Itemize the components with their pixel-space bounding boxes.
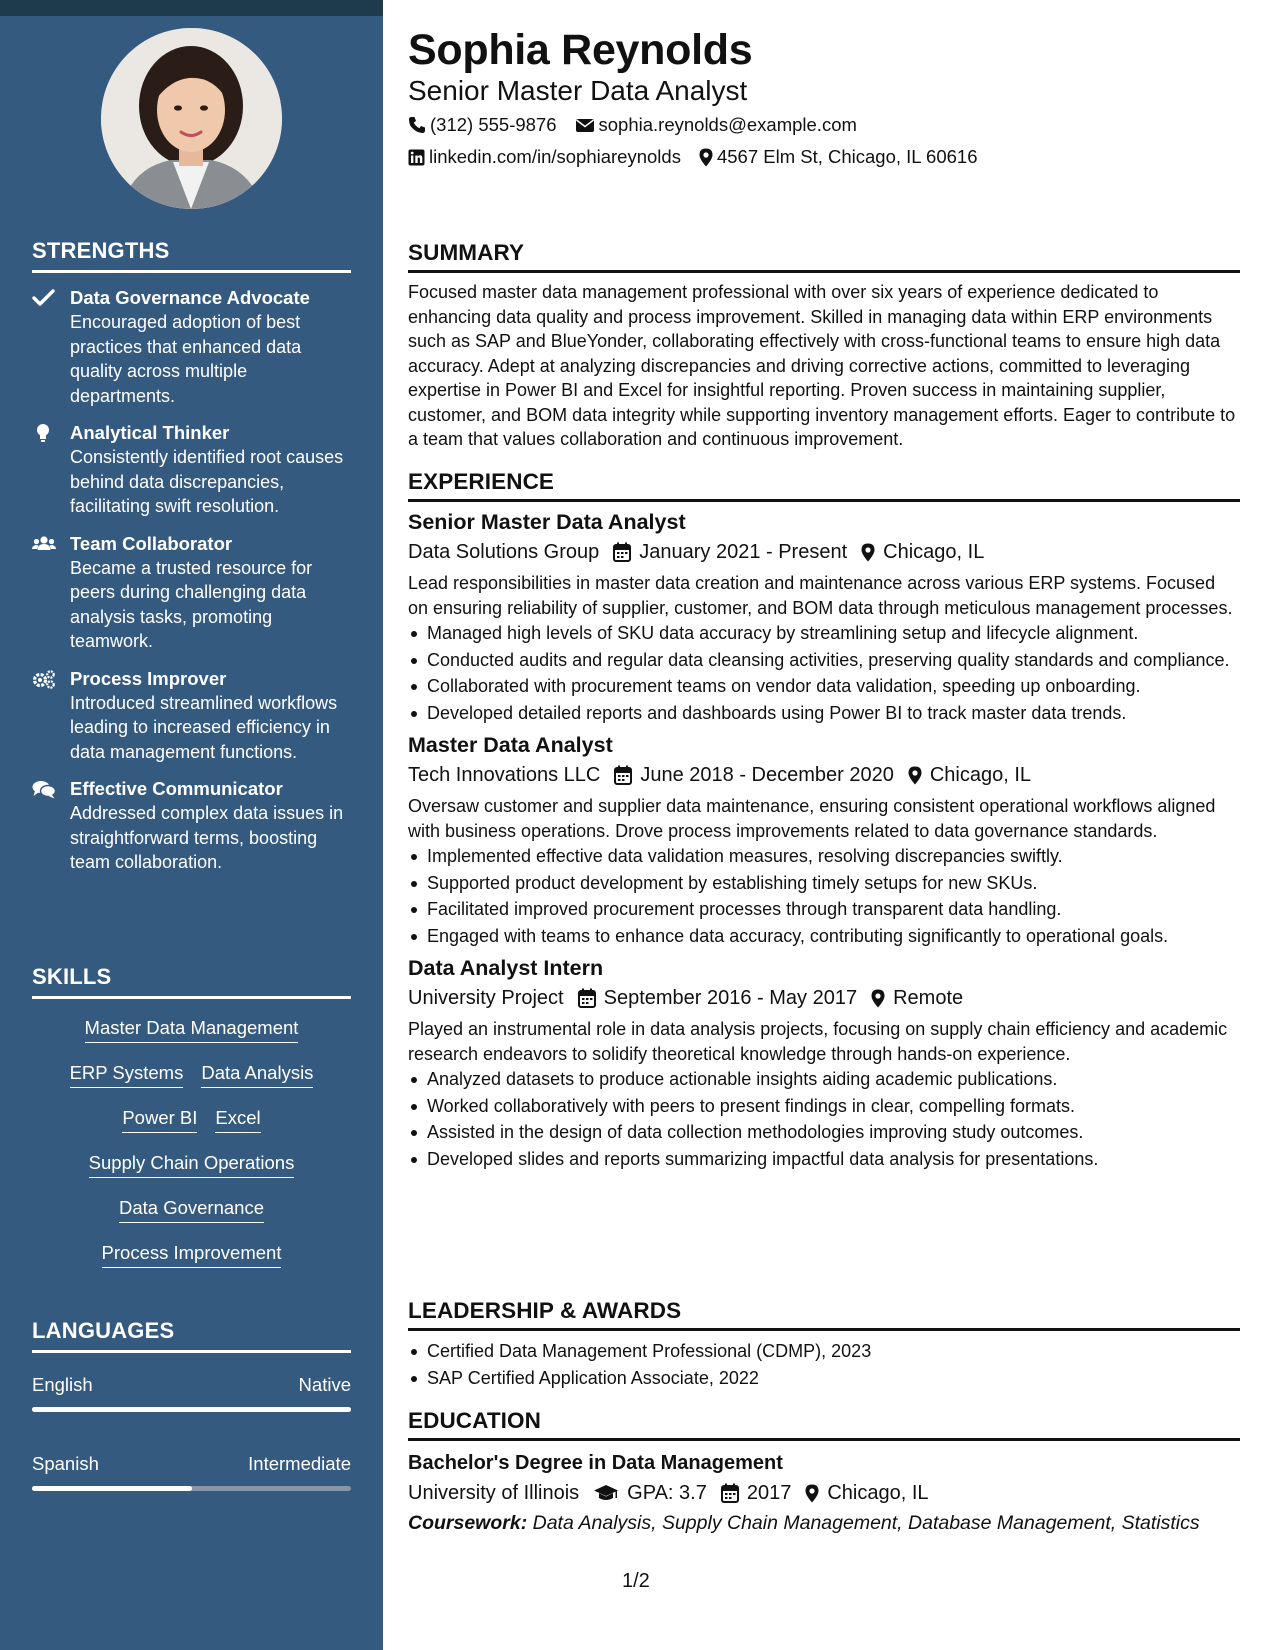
language-level: Intermediate [248,1453,351,1474]
coursework-label: Coursework: [408,1512,528,1534]
phone-icon [408,116,426,134]
list-item: Collaborated with procurement teams on vendor data validation, speeding up onboarding. [408,674,1240,699]
list-item: Facilitated improved procurement processes through transparent data handling. [408,897,1240,922]
job-dates [578,984,858,1012]
contact-linkedin[interactable] [408,145,681,169]
strength-desc: Addressed complex data issues in straightforward terms, boosting team collaboration. [70,803,344,872]
list-item: Developed slides and reports summarizing impactful data analysis for presentations. [408,1147,1240,1172]
language-proficiency-bar [32,1407,351,1412]
address-text: 4567 Elm St, Chicago, IL 60616 [716,146,978,167]
strengths-section [32,238,351,875]
calendar-icon [613,542,631,562]
map-pin-icon [805,1484,819,1503]
strength-item [32,667,351,765]
language-proficiency-bar [32,1486,351,1491]
list-item: Engaged with teams to enhance data accuracy, contributing significantly to operational goals. [408,924,1240,949]
education-location [805,1479,928,1507]
candidate-name: Sophia Reynolds [408,26,753,74]
summary-heading: SUMMARY [408,240,1240,273]
job-dates-text: June 2018 - December 2020 [640,764,894,786]
job-bullets [408,1067,1240,1171]
list-item: Developed detailed reports and dashboards using Power BI to track master data trends. [408,701,1240,726]
job-entry [408,731,1240,948]
list-item: Conducted audits and regular data cleansing activities, preserving quality standards and compliance. [408,648,1240,673]
skill-tag: Process Improvement [102,1242,282,1268]
year-text: 2017 [746,1482,792,1504]
linkedin-text: linkedin.com/in/sophiareynolds [429,146,681,167]
education-section [408,1408,1240,1537]
summary-section [408,240,1240,452]
job-description: Played an instrumental role in data analysis projects, focusing on supply chain efficiency and academic research endeavors to solidify theoretical knowledge through hands-on experience. [408,1019,1228,1064]
users-icon [32,534,56,554]
job-dates-text: January 2021 - Present [639,541,848,563]
contact-address [699,145,978,169]
education-heading: EDUCATION [408,1408,1240,1441]
language-item [32,1373,351,1412]
linkedin-icon [408,149,425,166]
strength-item [32,532,351,654]
job-location [908,761,1031,789]
strength-desc: Encouraged adoption of best practices that enhanced data quality across multiple departments. [70,312,302,406]
job-location-text: Remote [893,987,964,1009]
education-location-text: Chicago, IL [827,1482,929,1504]
graduation-cap-icon [593,1484,619,1502]
skill-tag: Data Governance [119,1197,264,1223]
language-level: Native [298,1374,351,1395]
phone-text: (312) 555-9876 [430,114,557,135]
sidebar-top-bar [0,0,383,16]
gpa-text: GPA: 3.7 [627,1482,707,1504]
list-item: Supported product development by establishing timely setups for new SKUs. [408,871,1240,896]
language-proficiency-fill [32,1407,351,1412]
coursework-text: Data Analysis, Supply Chain Management, Database Management, Statistics [532,1512,1200,1534]
list-item: Analyzed datasets to produce actionable insights aiding academic publications. [408,1067,1240,1092]
map-pin-icon [861,543,875,562]
skill-tag: Supply Chain Operations [89,1152,295,1178]
email-text: sophia.reynolds@example.com [598,114,857,135]
contact-email[interactable] [575,113,857,137]
list-item: Assisted in the design of data collection methodologies improving study outcomes. [408,1120,1240,1145]
coursework [408,1509,1240,1537]
language-name: English [32,1374,93,1395]
job-entry [408,508,1240,725]
profile-photo-image [101,28,282,209]
language-item [32,1452,351,1491]
list-item: SAP Certified Application Associate, 2022 [408,1366,1240,1391]
job-location-text: Chicago, IL [883,541,985,563]
job-company: University Project [408,987,564,1009]
skill-tag: ERP Systems [70,1062,184,1088]
contact-row [408,113,875,137]
strength-title: Analytical Thinker [70,422,230,443]
job-dates [613,538,847,566]
strengths-heading: STRENGTHS [32,238,351,273]
skill-tag: Power BI [122,1107,197,1133]
education-year [721,1479,792,1507]
strength-desc: Consistently identified root causes behind data discrepancies, facilitating swift resolution. [70,447,344,516]
skill-tag: Master Data Management [85,1017,299,1043]
skills-list [32,1009,351,1279]
strength-title: Effective Communicator [70,778,283,799]
job-location [861,538,984,566]
job-location [871,984,963,1012]
strength-item [32,286,351,408]
strength-title: Data Governance Advocate [70,287,310,308]
profile-photo [101,28,282,209]
candidate-title: Senior Master Data Analyst [408,75,748,106]
job-title: Data Analyst Intern [408,956,604,980]
job-description: Oversaw customer and supplier data maintenance, ensuring consistent operational workflows aligned with business operations. Drove process improvements related to data governance standards. [408,796,1216,841]
skill-tag: Data Analysis [201,1062,313,1088]
job-dates-text: September 2016 - May 2017 [603,987,858,1009]
list-item: Worked collaboratively with peers to present findings in clear, compelling formats. [408,1094,1240,1119]
job-description: Lead responsibilities in master data creation and maintenance across various ERP systems. Focused on ensuring reliability of supplier, customer, and BOM data through meticulous management processes. [408,573,1233,618]
map-pin-icon [699,148,713,167]
calendar-icon [721,1483,739,1503]
map-pin-icon [871,989,885,1008]
job-bullets [408,621,1240,725]
languages-heading: LANGUAGES [32,1318,351,1353]
job-company: Tech Innovations LLC [408,764,601,786]
map-pin-icon [908,766,922,785]
envelope-icon [575,117,595,133]
education-meta [408,1479,1240,1507]
sidebar [0,0,383,1650]
language-name: Spanish [32,1453,99,1474]
job-location-text: Chicago, IL [929,764,1032,786]
page-number: 1/2 [622,1570,650,1592]
experience-section [408,469,1240,1173]
job-dates [614,761,894,789]
education-gpa [593,1479,707,1507]
job-meta [408,538,1240,566]
awards-list [408,1339,1240,1390]
job-company: Data Solutions Group [408,541,600,563]
job-meta [408,984,1240,1012]
contact-row [408,145,996,169]
skill-tag: Excel [215,1107,260,1133]
strength-desc: Became a trusted resource for peers during challenging data analysis tasks, promoting teamwork. [70,557,313,651]
awards-section [408,1298,1240,1392]
languages-section [32,1318,351,1491]
comments-icon [32,779,56,799]
contact-phone [408,113,557,137]
strength-desc: Introduced streamlined workflows leading to increased efficiency in data management functions. [70,692,338,762]
list-item: Managed high levels of SKU data accuracy by streamlining setup and lifecycle alignment. [408,621,1240,646]
strength-title: Process Improver [70,667,227,689]
summary-text: Focused master data management professional with over six years of experience dedicated to enhancing data quality and process improvement. Skilled in managing data within ERP environments such as SAP and BlueYonder, collaborating effectively with cross-functional teams to ensure high data accuracy. Adept at analyzing discrepancies and driving corrective actions, committed to leveraging expertise in Power BI and Excel for insightful reporting. Proven success in maintaining supplier, customer, and BOM data integrity while supporting inventory management efforts. Eager to contribute to a team that values collaboration and continuous improvement. [408,282,1236,449]
awards-heading: LEADERSHIP & AWARDS [408,1298,1240,1331]
job-entry [408,954,1240,1171]
job-title: Senior Master Data Analyst [408,510,686,534]
lightbulb-icon [32,423,56,443]
skills-heading: SKILLS [32,964,351,999]
job-bullets [408,844,1240,948]
list-item: Certified Data Management Professional (CDMP), 2023 [408,1339,1240,1364]
check-icon [32,288,56,308]
list-item: Implemented effective data validation measures, resolving discrepancies swiftly. [408,844,1240,869]
school-name: University of Illinois [408,1482,580,1504]
degree-title: Bachelor's Degree in Data Management [408,1452,783,1474]
skills-section [32,964,351,1279]
job-meta [408,761,1240,789]
strength-item [32,421,351,519]
language-proficiency-fill [32,1486,192,1491]
strength-title: Team Collaborator [70,532,233,554]
calendar-icon [578,988,596,1008]
calendar-icon [614,765,632,785]
experience-heading: EXPERIENCE [408,469,1240,502]
strength-item [32,777,351,875]
gears-icon [32,669,56,689]
job-title: Master Data Analyst [408,733,613,757]
